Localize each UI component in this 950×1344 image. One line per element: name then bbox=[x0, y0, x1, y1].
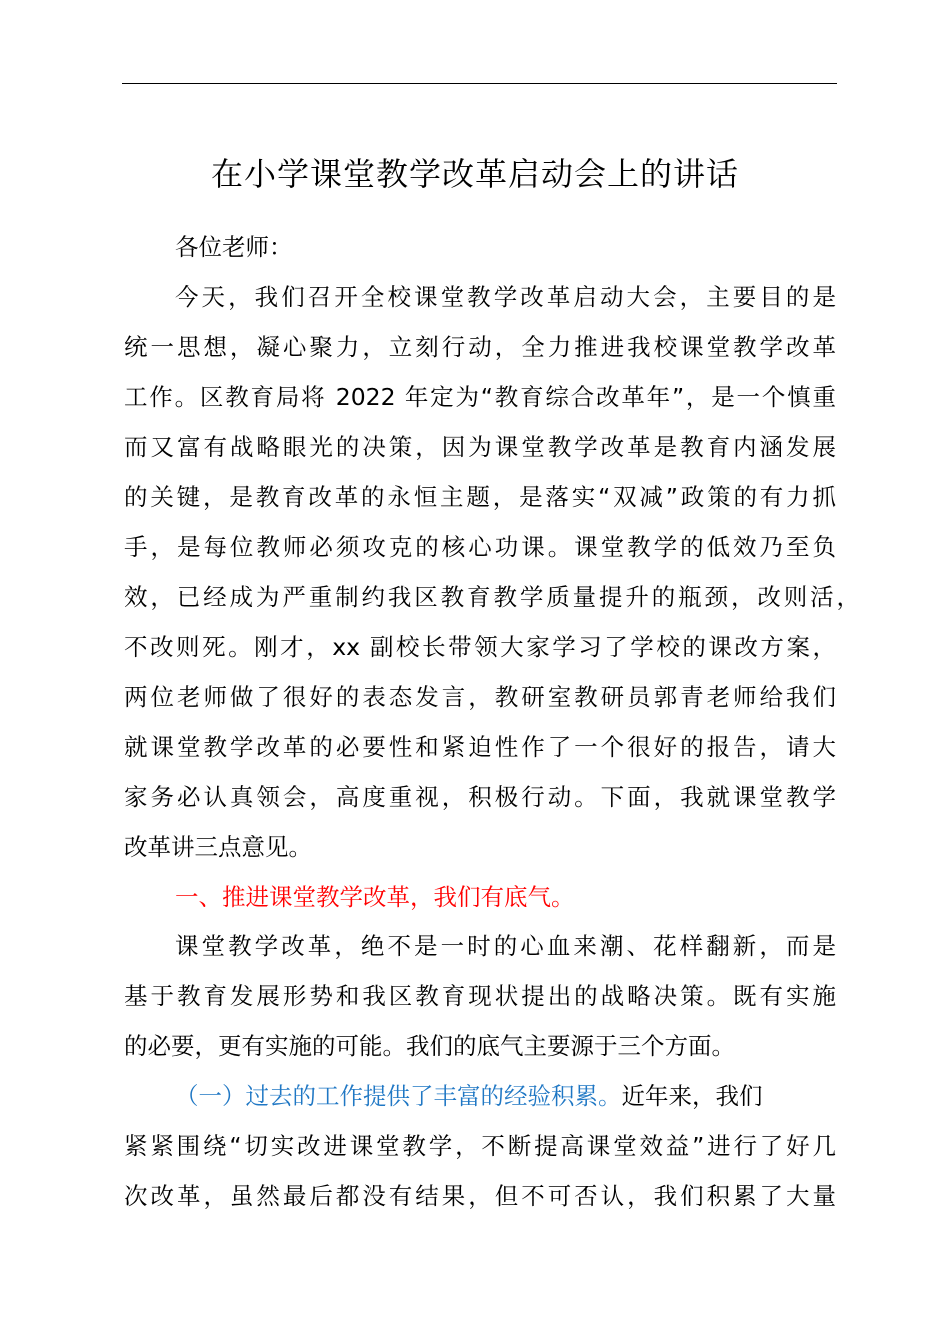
paragraph-line: 基于教育发展形势和我区教育现状提出的战略决策。既有实施 bbox=[124, 982, 836, 1010]
paragraph-line: 而又富有战略眼光的决策，因为课堂教学改革是教育内涵发展 bbox=[124, 433, 836, 461]
paragraph-line: 效，已经成为严重制约我区教育教学质量提升的瓶颈，改则活， bbox=[124, 583, 860, 611]
paragraph-line: 的关键，是教育改革的永恒主题，是落实“双减”政策的有力抓 bbox=[124, 483, 836, 511]
paragraph-line: 改革讲三点意见。 bbox=[124, 833, 312, 861]
subsection-line bbox=[175, 1071, 763, 1121]
section-heading-1: 一、推进课堂教学改革，我们有底气。 bbox=[175, 883, 575, 911]
header-rule bbox=[122, 83, 837, 84]
paragraph-line: 手，是每位教师必须攻克的核心功课。课堂教学的低效乃至负 bbox=[124, 533, 836, 561]
paragraph-line: 家务必认真领会，高度重视，积极行动。下面，我就课堂教学 bbox=[124, 783, 836, 811]
subsection-heading-1: （一）过去的工作提供了丰富的经验积累。 bbox=[175, 1082, 622, 1110]
document-title: 在小学课堂教学改革启动会上的讲话 bbox=[210, 155, 739, 193]
paragraph-line: 不改则死。刚才，xx 副校长带领大家学习了学校的课改方案， bbox=[124, 633, 836, 661]
paragraph-line: 就课堂教学改革的必要性和紧迫性作了一个很好的报告，请大 bbox=[124, 733, 836, 761]
paragraph-line: 的必要，更有实施的可能。我们的底气主要源于三个方面。 bbox=[124, 1032, 735, 1060]
paragraph-line: 工作。区教育局将 2022 年定为“教育综合改革年”，是一个慎重 bbox=[124, 383, 836, 411]
paragraph-line: 今天，我们召开全校课堂教学改革启动大会，主要目的是 bbox=[175, 283, 836, 311]
paragraph-line: 紧紧围绕“切实改进课堂教学，不断提高课堂效益”进行了好几 bbox=[124, 1132, 836, 1160]
paragraph-line: 次改革，虽然最后都没有结果，但不可否认，我们积累了大量 bbox=[124, 1182, 836, 1210]
greeting: 各位老师： bbox=[175, 233, 293, 261]
subsection-text: 近年来，我们 bbox=[621, 1082, 763, 1110]
paragraph-line: 两位老师做了很好的表态发言，教研室教研员郭青老师给我们 bbox=[124, 683, 836, 711]
paragraph-line: 统一思想，凝心聚力，立刻行动，全力推进我校课堂教学改革 bbox=[124, 333, 836, 361]
paragraph-line: 课堂教学改革，绝不是一时的心血来潮、花样翻新，而是 bbox=[175, 932, 836, 960]
